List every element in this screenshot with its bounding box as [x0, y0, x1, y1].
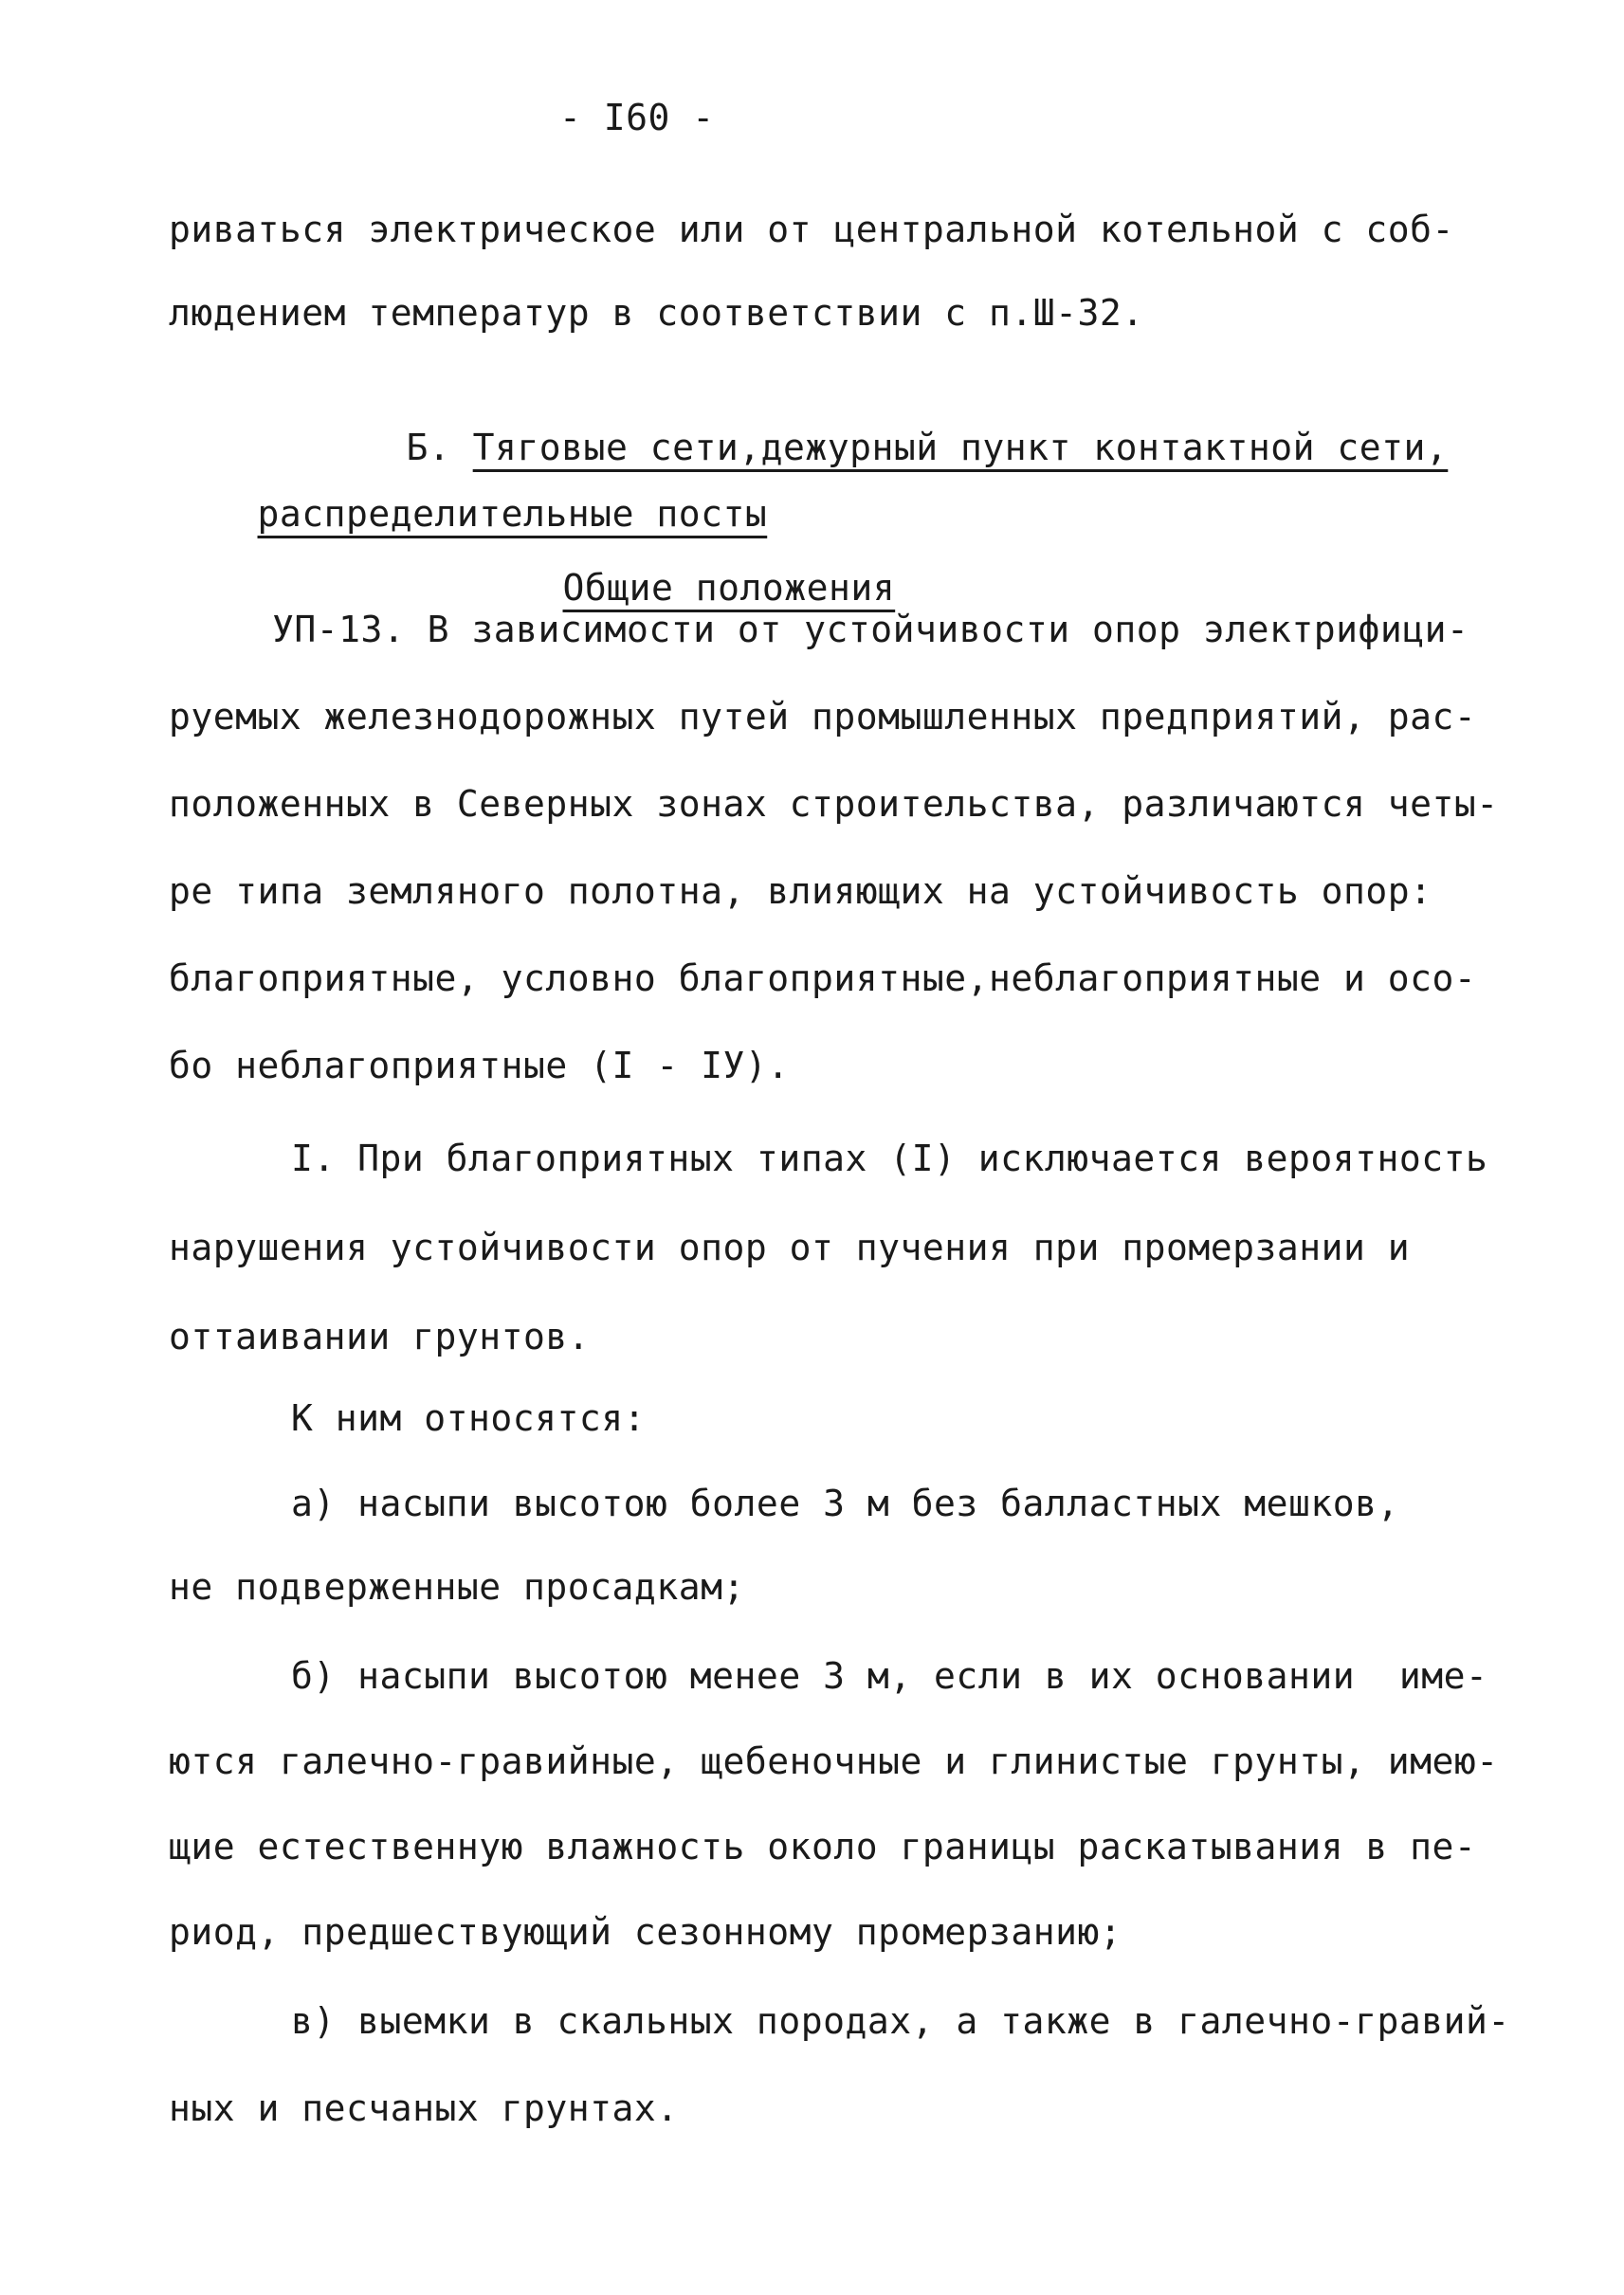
- item1-line-1: I. При благоприятных типах (I) исключается вероятность: [291, 1138, 1488, 1179]
- clause-line-3: положенных в Северных зонах строительства, различаются четы-: [169, 783, 1499, 825]
- page-number: - I60 -: [559, 97, 715, 138]
- section-title-part-1: Тяговые сети,дежурный пункт контактной сети,: [472, 427, 1449, 468]
- clause-line-1: УП-13. В зависимости от устойчивости опор электрифици-: [272, 609, 1469, 650]
- relates-line: К ним относятся:: [291, 1397, 647, 1439]
- clause-line-2: руемых железнодорожных путей промышленных предприятий, рас-: [169, 696, 1477, 738]
- subheading-text: Общие положения: [562, 567, 896, 609]
- intro-line-1: риваться электрическое или от центральной котельной с соб-: [169, 209, 1454, 250]
- item-a-line-1: а) насыпи высотою более 3 м без балластных мешков,: [291, 1483, 1399, 1524]
- item1-line-2: нарушения устойчивости опор от пучения при промерзании и: [169, 1227, 1411, 1268]
- clause-line-5: благоприятные, условно благоприятные,неблагоприятные и осо-: [169, 957, 1477, 999]
- item-b-line-3: щие естественную влажность около границы раскатывания в пе-: [169, 1826, 1477, 1867]
- item1-line-3: оттаивании грунтов.: [169, 1316, 591, 1357]
- clause-line-4: ре типа земляного полотна, влияющих на устойчивость опор:: [169, 870, 1432, 912]
- clause-line-6: бо неблагоприятные (I - IУ).: [169, 1045, 790, 1086]
- intro-line-2: людением температур в соответствии с п.Ш-32.: [169, 292, 1144, 334]
- item-v-line-1: в) выемки в скальных породах, а также в галечно-гравий-: [291, 2000, 1510, 2042]
- section-letter: Б.: [406, 427, 451, 468]
- item-b-line-4: риод, предшествующий сезонному промерзанию;: [169, 1911, 1122, 1953]
- item-b-line-2: ются галечно-гравийные, щебеночные и глинистые грунты, имею-: [169, 1740, 1499, 1782]
- item-b-line-1: б) насыпи высотою менее 3 м, если в их основании име-: [291, 1655, 1488, 1697]
- item-a-line-2: не подверженные просадкам;: [169, 1566, 745, 1608]
- section-title-part-2: распределительные посты: [257, 493, 768, 535]
- item-v-line-2: ных и песчаных грунтах.: [169, 2087, 679, 2129]
